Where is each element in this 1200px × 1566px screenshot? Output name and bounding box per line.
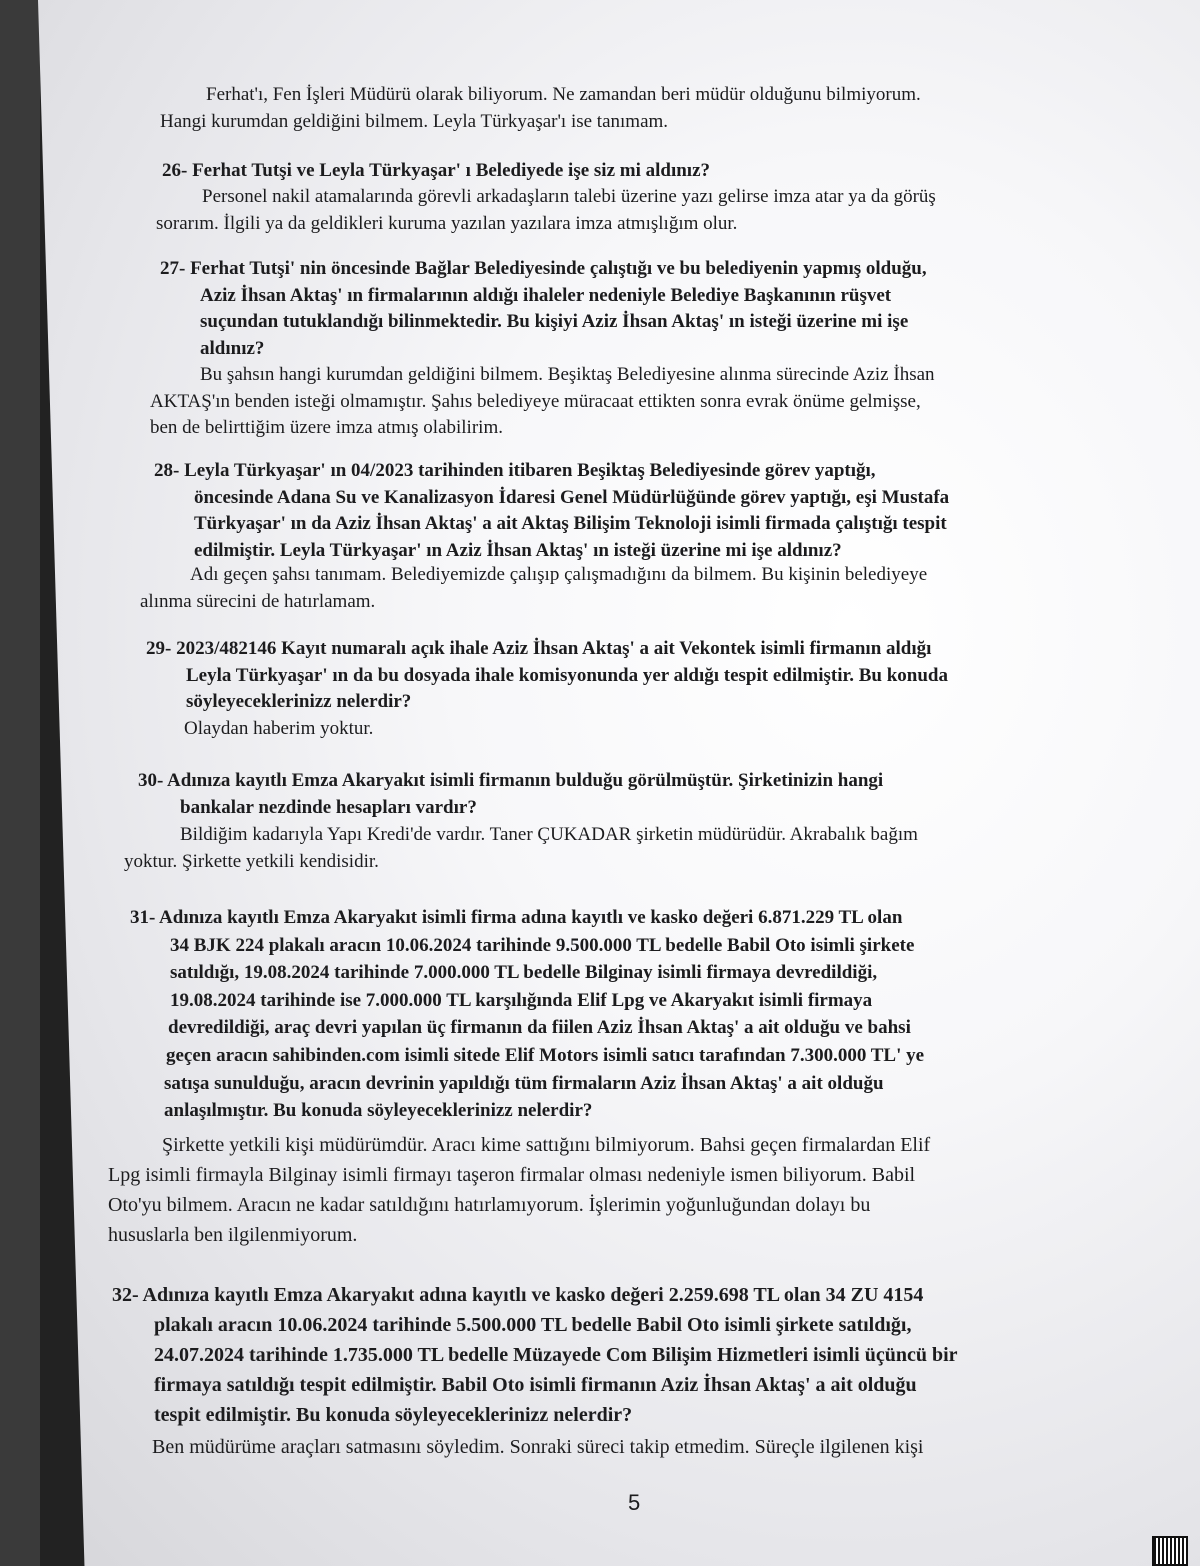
answer-line: Şirkette yetkili kişi müdürümdür. Aracı kime sattığını bilmiyorum. Bahsi geçen firmalardan Elif bbox=[162, 1134, 931, 1156]
answer-28 bbox=[140, 562, 1110, 615]
question-line: 34 BJK 224 plakalı aracın 10.06.2024 tarihinde 9.500.000 TL bedelle Babil Oto isimli şirkete bbox=[170, 934, 915, 956]
answer-line: AKTAŞ'ın benden isteği olmamıştır. Şahıs belediyeye müracaat ettikten sonra evrak önüme gelmişse, bbox=[150, 390, 921, 412]
question-line: firmaya satıldığı tespit edilmiştir. Babil Oto isimli firmanın Aziz İhsan Aktaş' a ait olduğu bbox=[154, 1374, 917, 1396]
question-line: 26- Ferhat Tutşi ve Leyla Türkyaşar' ı Belediyede işe siz mi aldınız? bbox=[162, 160, 711, 181]
question-line: söyleyeceklerinizz nelerdir? bbox=[186, 691, 412, 712]
question-line: Leyla Türkyaşar' ın da bu dosyada ihale komisyonunda yer aldığı tespit edilmiştir. Bu konuda bbox=[186, 664, 948, 686]
answer-line: Ben müdürüme araçları satmasını söyledim. Sonraki süreci takip etmedim. Süreçle ilgilenen kişi bbox=[152, 1436, 924, 1458]
question-line: bankalar nezdinde hesapları vardır? bbox=[180, 796, 477, 818]
question-line: edilmiştir. Leyla Türkyaşar' ın Aziz İhsan Aktaş' ın isteği üzerine mi işe aldınız? bbox=[194, 539, 842, 561]
question-line: tespit edilmiştir. Bu konuda söyleyeceklerinizz nelerdir? bbox=[154, 1404, 633, 1426]
question-line: 30- Adınıza kayıtlı Emza Akaryakıt isimli firmanın bulduğu görülmüştür. Şirketinizin hangi bbox=[138, 770, 884, 791]
answer-30 bbox=[124, 822, 1120, 875]
question-line: satışa sunulduğu, aracın devrinin yapıldığı tüm firmaların Aziz İhsan Aktaş' a ait olduğu bbox=[164, 1072, 884, 1094]
question-line: 28- Leyla Türkyaşar' ın 04/2023 tarihinden itibaren Beşiktaş Belediyesinde görev yaptığı, bbox=[154, 460, 876, 481]
question-line: öncesinde Adana Su ve Kanalizasyon İdaresi Genel Müdürlüğünde görev yaptığı, eşi Mustafa bbox=[194, 486, 950, 508]
question-line: Türkyaşar' ın da Aziz İhsan Aktaş' a ait Aktaş Bilişim Teknoloji isimli firmada çalıştığı tespit bbox=[194, 513, 947, 534]
answer-line: sorarım. İlgili ya da geldikleri kuruma yazılan yazılara imza atmışlığım olur. bbox=[156, 212, 738, 234]
question-line: Aziz İhsan Aktaş' ın firmalarının aldığı ihaleler nedeniyle Belediye Başkanının rüşvet bbox=[200, 284, 892, 306]
question-line: suçundan tutuklandığı bilinmektedir. Bu kişiyi Aziz İhsan Aktaş' ın isteği üzerine mi işe bbox=[200, 311, 909, 332]
answer-line: Personel nakil atamalarında görevli arkadaşların talebi üzerine yazı gelirse imza atar ya da görüş bbox=[202, 186, 936, 207]
answer-line: Lpg isimli firmayla Bilginay isimli firmayı taşeron firmalar olması nedeniyle ismen biliyorum. Babil bbox=[108, 1164, 916, 1186]
intro-line: Ferhat'ı, Fen İşleri Müdürü olarak biliyorum. Ne zamandan beri müdür olduğunu bilmiyorum. bbox=[206, 84, 921, 105]
question-29 bbox=[146, 636, 1112, 716]
answer-line: hususlarla ben ilgilenmiyorum. bbox=[108, 1224, 358, 1246]
qr-code-icon bbox=[1152, 1536, 1188, 1566]
question-line: devredildiği, araç devri yapılan üç firmanın da fiilen Aziz İhsan Aktaş' a ait olduğu ve bahsi bbox=[168, 1017, 911, 1039]
question-line: 29- 2023/482146 Kayıt numaralı açık ihale Aziz İhsan Aktaş' a ait Vekontek isimli firmanın aldığı bbox=[146, 638, 932, 659]
answer-line: alınma sürecini de hatırlamam. bbox=[140, 590, 376, 612]
question-line: geçen aracın sahibinden.com isimli sitede Elif Motors isimli satıcı tarafından 7.300.000 TL' ye bbox=[166, 1044, 925, 1066]
question-line: satıldığı, 19.08.2024 tarihinde 7.000.000 TL bedelle Bilginay isimli firmaya devredildiği, bbox=[170, 962, 878, 984]
question-line: 19.08.2024 tarihinde ise 7.000.000 TL karşılığında Elif Lpg ve Akaryakıt isimli firmaya bbox=[170, 989, 873, 1011]
answer-line: Bu şahsın hangi kurumdan geldiğini bilmem. Beşiktaş Belediyesine alınma sürecinde Aziz İhsan bbox=[200, 364, 935, 385]
answer-line: Olaydan haberim yoktur. bbox=[184, 718, 374, 739]
answer-32 bbox=[152, 1432, 1160, 1462]
intro-line: Hangi kurumdan geldiğini bilmem. Leyla Türkyaşar'ı ise tanımam. bbox=[160, 110, 669, 132]
question-line: 31- Adınıza kayıtlı Emza Akaryakıt isimli firma adına kayıtlı ve kasko değeri 6.871.229 TL olan bbox=[130, 907, 903, 928]
question-26 bbox=[162, 158, 1074, 185]
question-line: 32- Adınıza kayıtlı Emza Akaryakıt adına kayıtlı ve kasko değeri 2.259.698 TL olan 34 ZU 4154 bbox=[112, 1284, 924, 1306]
question-32 bbox=[112, 1280, 1152, 1430]
page-number: 5 bbox=[628, 1490, 641, 1515]
answer-line: Oto'yu bilmem. Aracın ne kadar satıldığını hatırlamıyorum. İşlerimin yoğunluğundan dolayı bu bbox=[108, 1194, 871, 1216]
question-line: plakalı aracın 10.06.2024 tarihinde 5.500.000 TL bedelle Babil Oto isimli şirkete satıldığı, bbox=[154, 1314, 912, 1336]
question-27 bbox=[160, 256, 1088, 362]
answer-line: yoktur. Şirkette yetkili kendisidir. bbox=[124, 850, 379, 872]
question-line: 24.07.2024 tarihinde 1.735.000 TL bedelle Müzayede Com Bilişim Hizmetleri isimli üçüncü bir bbox=[154, 1344, 958, 1366]
question-line: aldınız? bbox=[200, 337, 265, 359]
question-line: anlaşılmıştır. Bu konuda söyleyeceklerinizz nelerdir? bbox=[164, 1100, 593, 1122]
answer-31 bbox=[108, 1130, 1142, 1250]
intro-paragraph bbox=[160, 82, 1072, 135]
answer-27 bbox=[150, 362, 1094, 442]
answer-29 bbox=[184, 716, 884, 743]
answer-line: Bildiğim kadarıyla Yapı Kredi'de vardır. Taner ÇUKADAR şirketin müdürüdür. Akrabalık bağım bbox=[180, 824, 918, 845]
question-28 bbox=[154, 458, 1104, 564]
answer-line: Adı geçen şahsı tanımam. Belediyemizde çalışıp çalışmadığını da bilmem. Bu kişinin belediyeye bbox=[190, 564, 928, 585]
question-31 bbox=[130, 904, 1126, 1125]
question-line: 27- Ferhat Tutşi' nin öncesinde Bağlar Belediyesinde çalıştığı ve bu belediyenin yapmış olduğu, bbox=[160, 258, 927, 279]
answer-26 bbox=[156, 184, 1080, 237]
answer-line: ben de belirttiğim üzere imza atmış olabilirim. bbox=[150, 417, 503, 438]
question-30 bbox=[138, 768, 1118, 821]
